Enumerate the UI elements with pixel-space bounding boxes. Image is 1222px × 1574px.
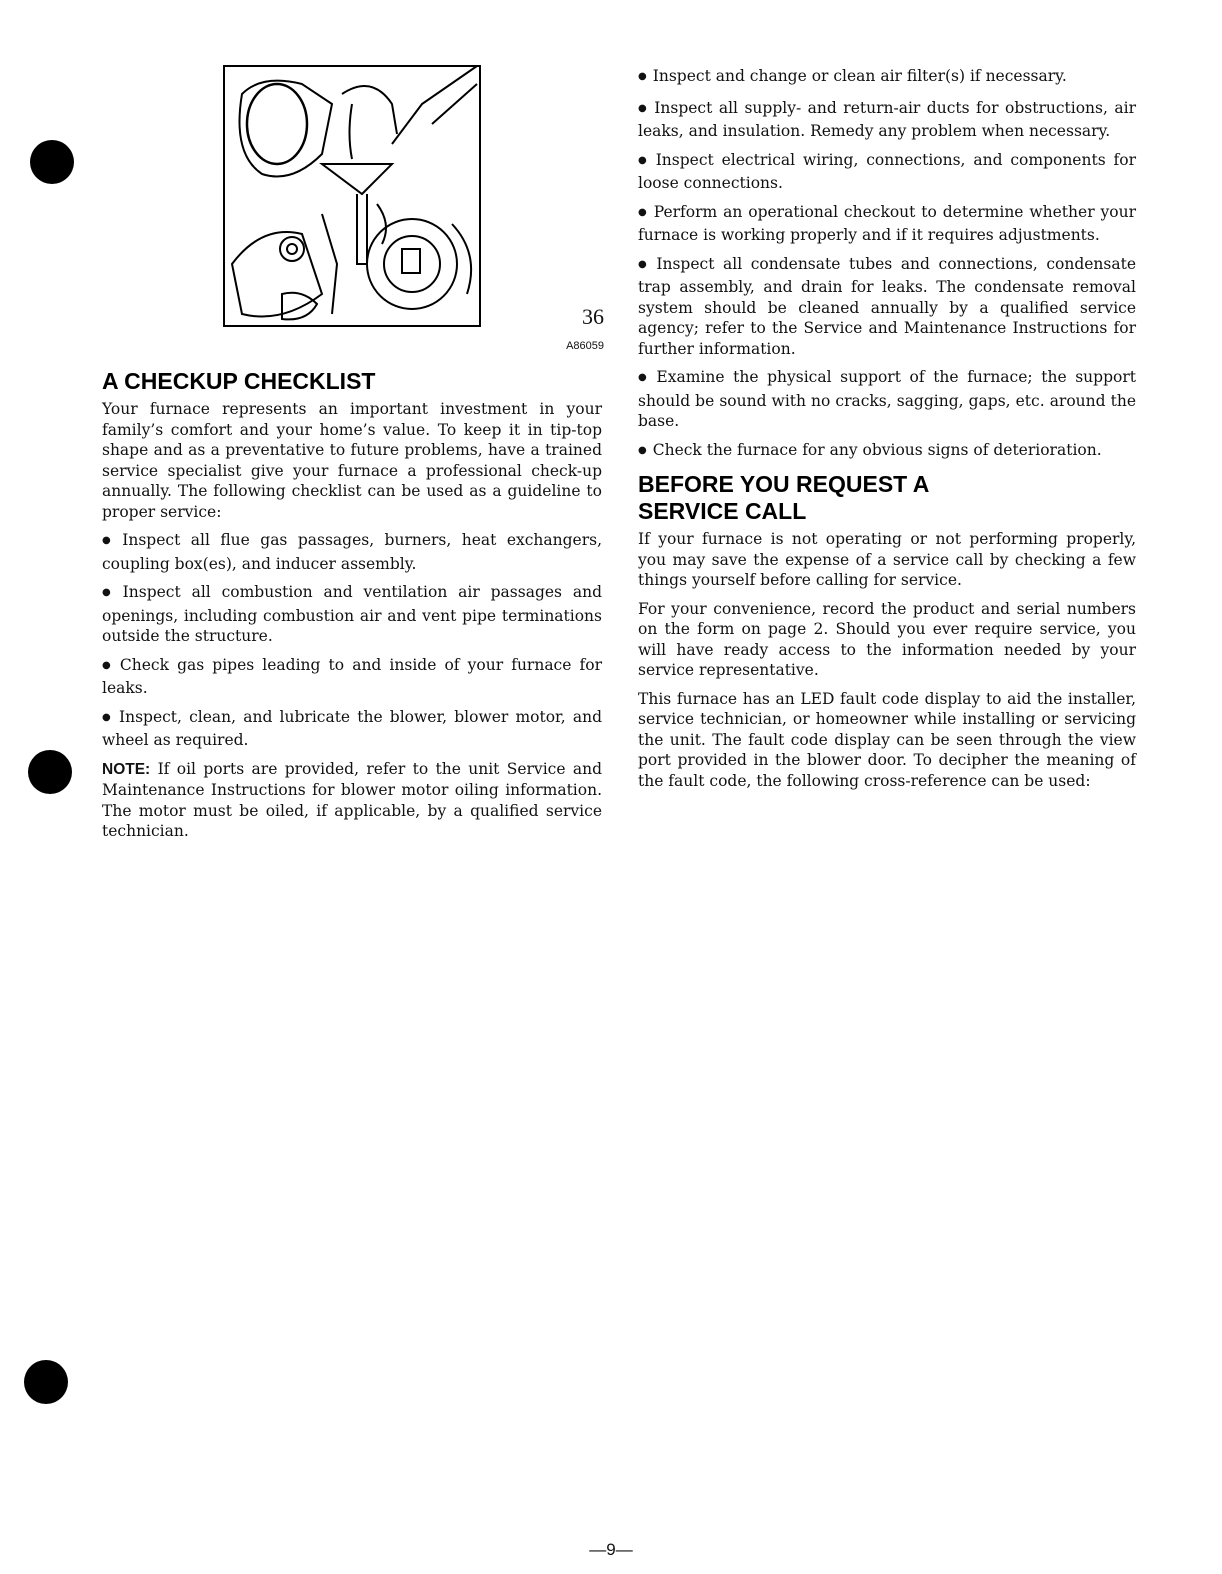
service-paragraph: This furnace has an LED fault code display to aid the installer, service technician, or homeowner while installing or servicing the unit. The fault code display can be seen through the view port provided in the blower door. To decipher the meaning of the fault code, the following cross-reference can be used:	[638, 689, 1136, 790]
checklist-item: ● Inspect all combustion and ventilation air passages and openings, including combustion air and vent pipe terminations outside the structure.	[102, 582, 602, 647]
checklist-item: ● Inspect all condensate tubes and connections, condensate trap assembly, and drain for leaks. The condensate removal system should be cleaned annually by a qualified service agency; refer to the Service and Maintenance Instructions for further information.	[638, 254, 1136, 360]
service-paragraph: If your furnace is not operating or not performing properly, you may save the expense of a service call by checking a few things yourself before calling for service.	[638, 530, 1136, 589]
checklist-item: ● Examine the physical support of the furnace; the support should be sound with no cracks, sagging, gaps, etc. around the base.	[638, 367, 1136, 432]
furnace-condensate-trap-illustration	[222, 64, 482, 328]
oil-note	[102, 759, 602, 842]
checklist-item: ● Inspect all flue gas passages, burners, heat exchangers, coupling box(es), and inducer assembly.	[102, 530, 602, 574]
binder-hole-bottom	[24, 1360, 68, 1404]
service-paragraph: For your convenience, record the product and serial numbers on the form on page 2. Should you ever require service, you will have ready access to the information needed by your service representative.	[638, 599, 1136, 679]
note-label: NOTE:	[102, 760, 151, 778]
checklist-item: ● Check gas pipes leading to and inside of your furnace for leaks.	[102, 655, 602, 699]
binder-hole-middle	[28, 750, 72, 794]
left-column	[102, 368, 602, 850]
service-call-heading-line1: BEFORE YOU REQUEST A	[638, 471, 930, 497]
right-column	[638, 66, 1136, 799]
service-call-heading-line2: SERVICE CALL	[638, 498, 807, 524]
checklist-intro: Your furnace represents an important investment in your family’s comfort and your home’s value. To keep it in tip-top shape and as a preventative to future problems, have a trained service specialist give your furnace a professional check-up annually. The following checklist can be used as a guideline to proper service:	[102, 400, 602, 521]
checklist-item: ● Perform an operational checkout to determine whether your furnace is working properly and if it requires adjustments.	[638, 202, 1136, 246]
page-number: —9—	[589, 1540, 633, 1559]
checklist-item: ● Inspect all supply- and return-air ducts for obstructions, air leaks, and insulation. Remedy any problem when necessary.	[638, 98, 1136, 142]
checkup-checklist-heading: A CHECKUP CHECKLIST	[102, 368, 376, 394]
figure-code: A86059	[566, 340, 604, 352]
checklist-item: ● Inspect, clean, and lubricate the blower, blower motor, and wheel as required.	[102, 707, 602, 751]
checklist-item: ● Check the furnace for any obvious signs of deterioration.	[638, 440, 1136, 464]
figure-number: 36	[582, 304, 604, 329]
checklist-item: ● Inspect electrical wiring, connections, and components for loose connections.	[638, 150, 1136, 194]
binder-hole-top	[30, 140, 74, 184]
note-text: If oil ports are provided, refer to the unit Service and Maintenance Instructions for blower motor oiling information. The motor must be oiled, if applicable, by a qualified service technician.	[102, 759, 602, 840]
checklist-item: ● Inspect and change or clean air filter(s) if necessary.	[638, 66, 1136, 90]
service-call-heading	[638, 471, 1136, 525]
